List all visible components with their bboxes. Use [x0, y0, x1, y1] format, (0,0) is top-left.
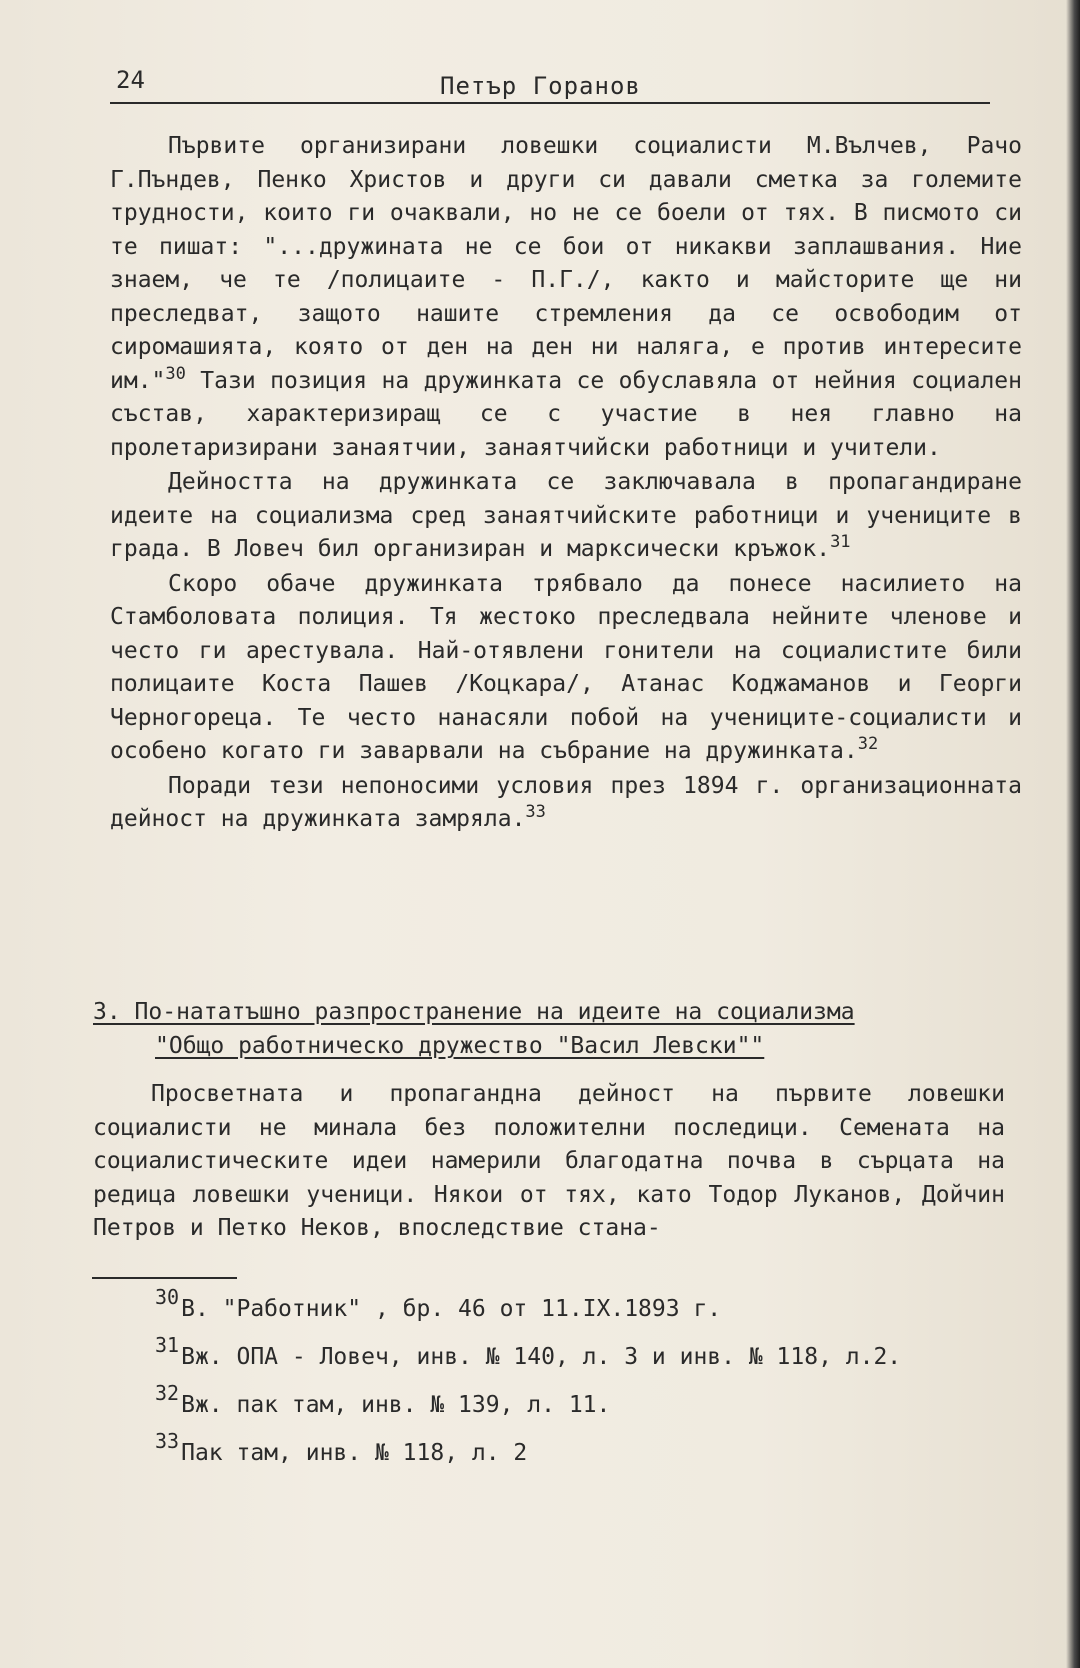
footnote-number: 31: [155, 1333, 180, 1357]
footnote-30: [155, 1285, 1025, 1333]
section-heading: [93, 995, 993, 1063]
page-edge-shadow: [1066, 0, 1080, 1668]
paragraph-1: [110, 130, 1022, 465]
section-heading-line-1: 3. По-нататъшно разпространение на идеите на социализма: [93, 999, 855, 1025]
page-header: [110, 62, 990, 104]
section-paragraph: Просветната и пропагандна дейност на първите ловешки социалисти не минала без положителни последици. Семената на социалистическите идеи намерили благодатна почва в сърцата на редица ловешки ученици. Някои от тях, като Тодор Луканов, Дойчин Петров и Петко Неков, впоследствие стана-: [93, 1081, 1005, 1241]
paragraph-1-text-cont: Тази позиция на дружинката се обуславяла от нейния социален състав, характеризиращ се с участие в нея главно на пролетаризирани занаятчии, занаятчийски работници и учители.: [110, 367, 1022, 461]
footnotes: [155, 1285, 1025, 1477]
paragraph-4: [110, 770, 1022, 837]
paragraph-2-text: Дейността на дружинката се заключавала в пропагандиране идеите на социализма сред занаятчийските работници и учениците в града. В Ловеч бил организиран и марксически кръжок.: [110, 469, 1022, 562]
footnote-text: Вж. пак там, инв. № 139, л. 11.: [181, 1392, 611, 1418]
footnote-ref-31: 31: [830, 532, 851, 552]
body-text: [110, 130, 1022, 837]
footnote-text: Вж. ОПА - Ловеч, инв. № 140, л. 3 и инв. № 118, л.2.: [181, 1344, 902, 1370]
paragraph-3: [110, 568, 1022, 769]
footnote-ref-30: 30: [165, 363, 186, 384]
footnote-32: [155, 1381, 1025, 1429]
footnote-divider: [92, 1277, 237, 1279]
page-number: 24: [116, 66, 145, 94]
footnote-ref-32: 32: [857, 734, 879, 754]
footnote-text: В. "Работник" , бр. 46 от 11.IX.1893 г.: [181, 1296, 722, 1322]
section-body-text: [93, 1078, 1005, 1246]
running-head: Петър Горанов: [440, 72, 641, 100]
footnote-ref-33: 33: [525, 802, 546, 822]
footnote-text: Пак там, инв. № 118, л. 2: [181, 1440, 528, 1466]
paragraph-4-text: Поради тези непоносими условия през 1894 г. организационната дейност на дружинката замряла.: [110, 772, 1022, 832]
footnote-number: 33: [155, 1429, 180, 1453]
section-heading-line-2: "Общо работническо дружество "Васил Левски"": [155, 1033, 765, 1059]
paragraph-3-text: Скоро обаче дружинката трябвало да понесе насилието на Стамболовата полиция. Тя жестоко преследвала нейните членове и често ги арестувала. Най-отявлени гонители на социалистите били полицаите Коста Пашев /Коцкара/, Атанас Коджаманов и Георги Черногореца. Те често нанасяли побой на учениците-социалисти и особено когато ги заварвали на събрание на дружинката.: [110, 570, 1022, 764]
footnote-33: [155, 1429, 1025, 1477]
footnote-number: 30: [155, 1285, 180, 1309]
paragraph-1-text: Първите организирани ловешки социалисти М.Вълчев, Рачо Г.Пъндев, Пенко Христов и други си давали сметка за големите трудности, които ги очаквали, но не се боели от тях. В писмото си те пишат: "...дружината не се бои от никакви заплашвания. Ние знаем, че те /полицаите - П.Г./, както и майсторите ще ни преследват, защото нашите стремления да се освободим от сиромашията, която от ден на ден ни наляга, е против интересите им.": [110, 133, 1022, 394]
paragraph-2: [110, 466, 1022, 567]
footnote-number: 32: [155, 1381, 180, 1405]
footnote-31: [155, 1333, 1025, 1381]
